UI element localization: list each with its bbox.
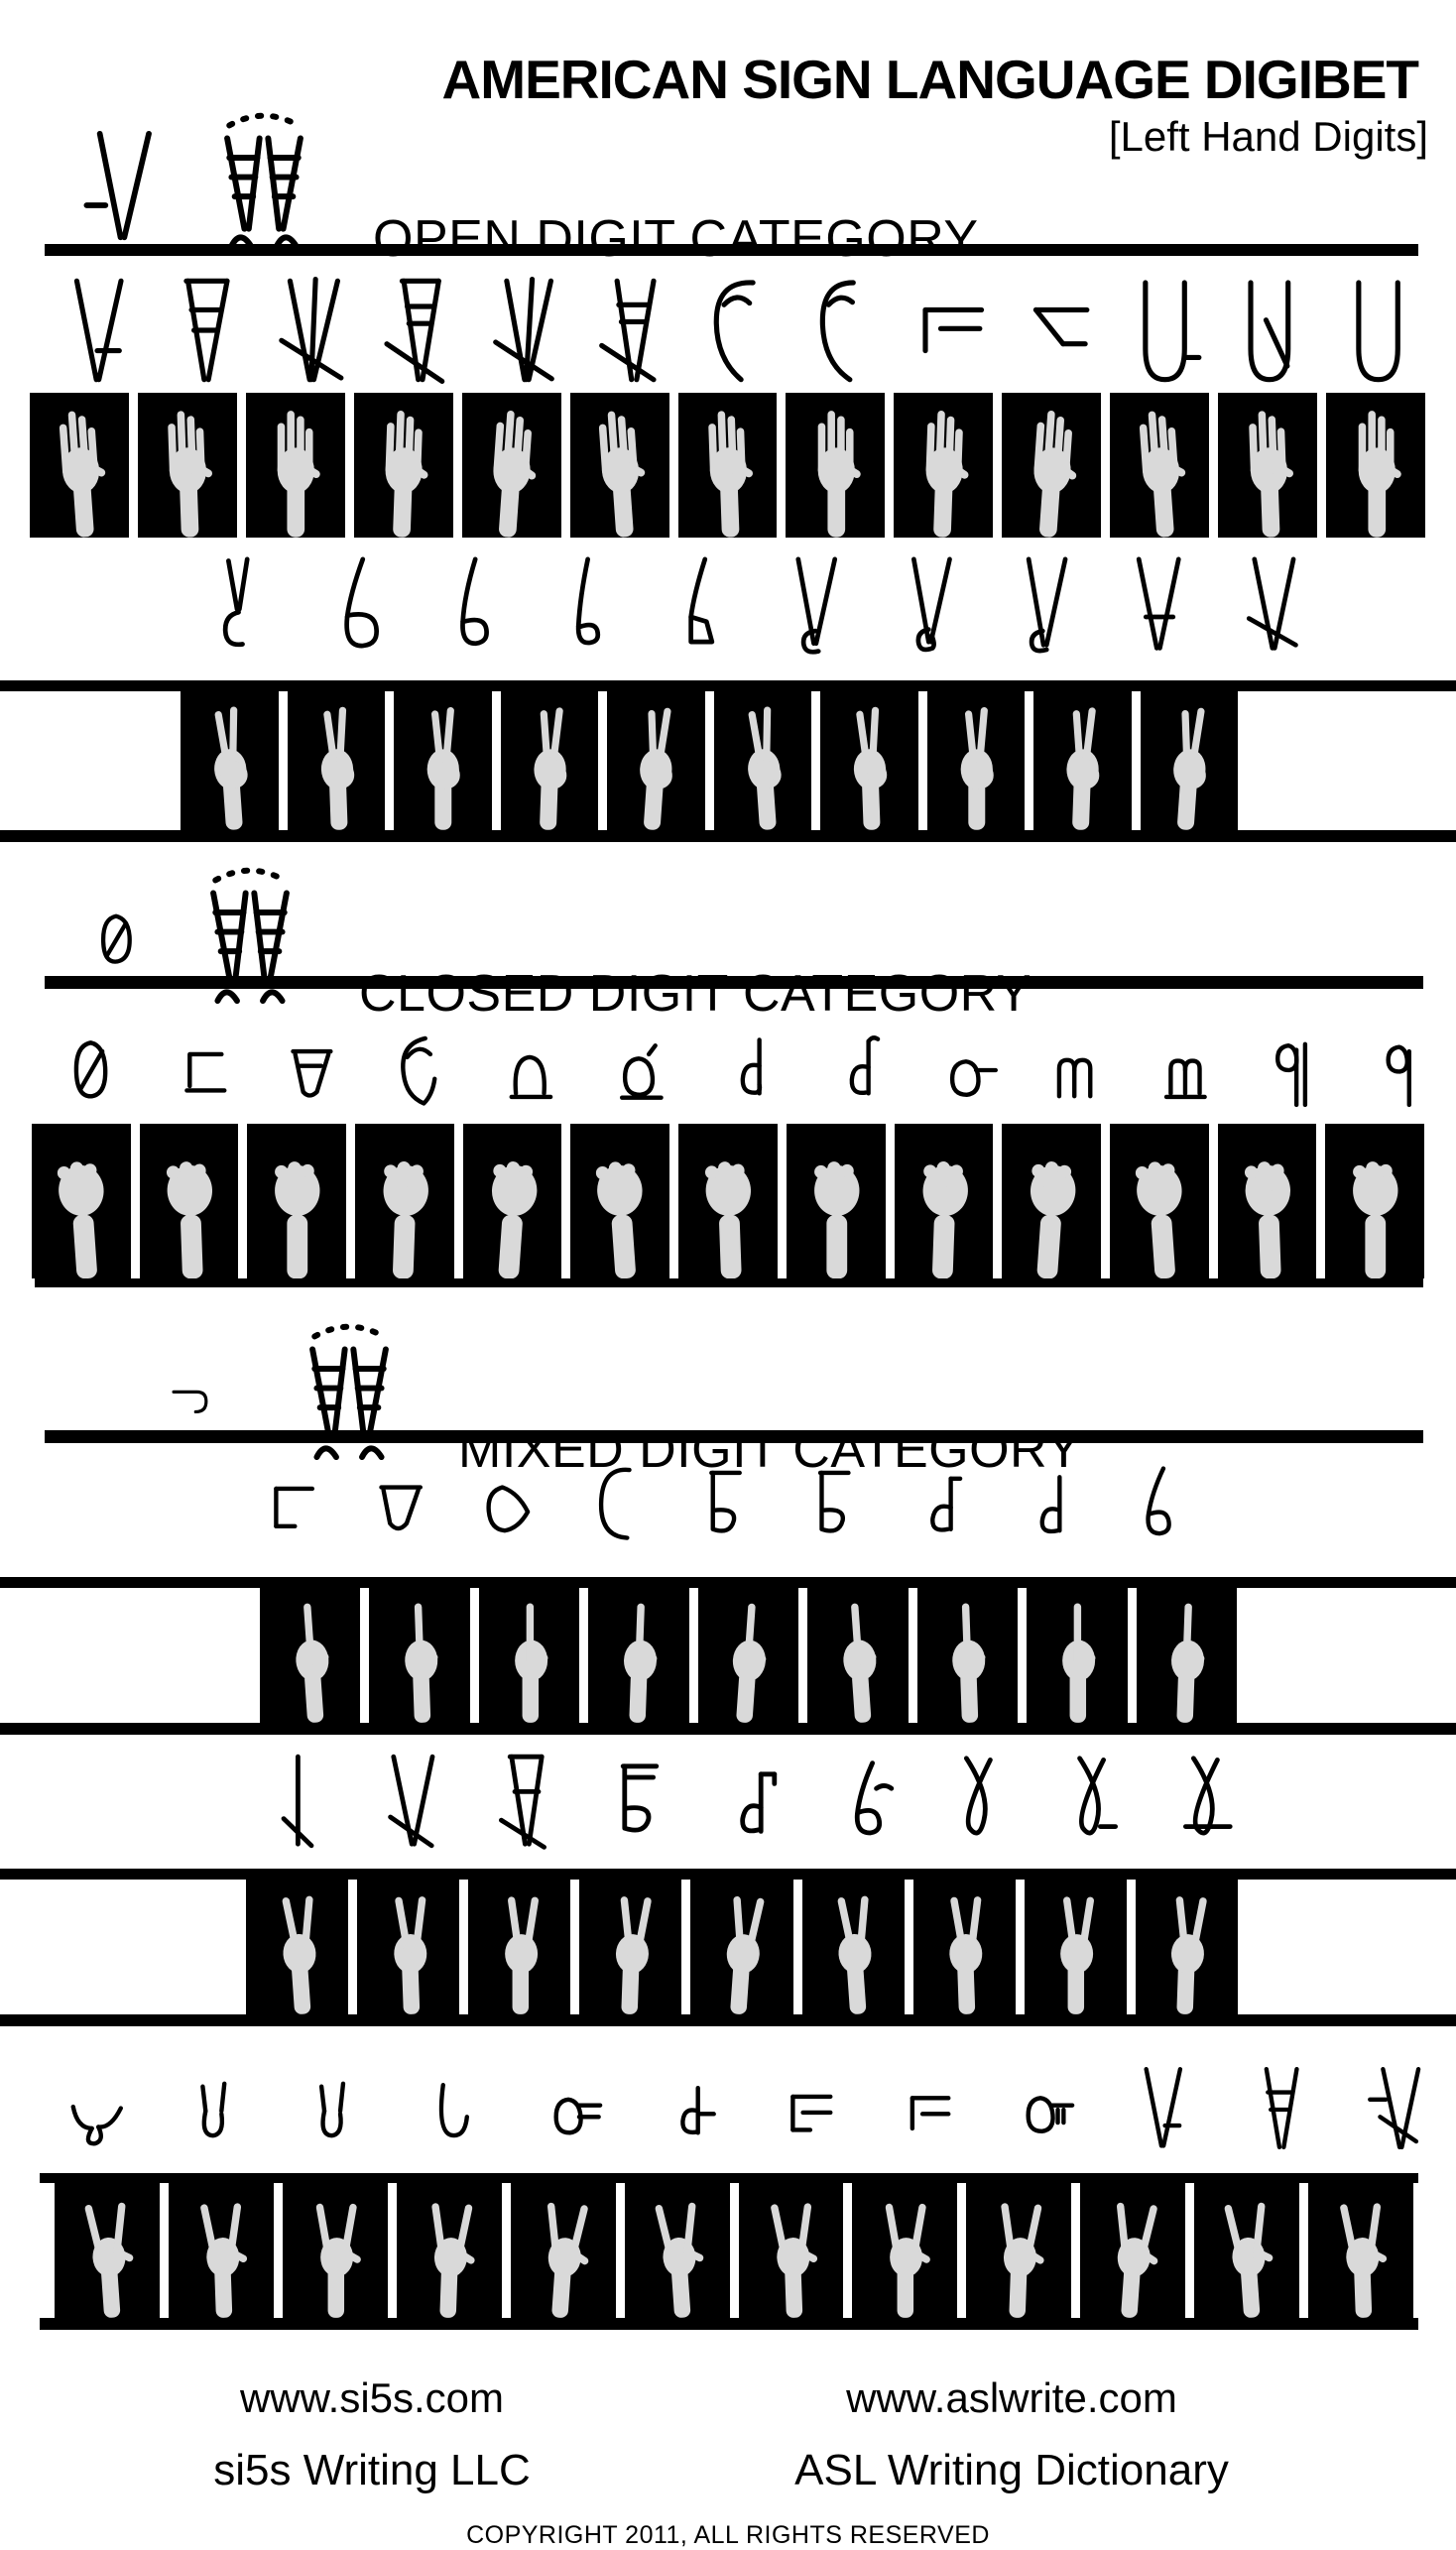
footer-right-name: ASL Writing Dictionary [794,2446,1229,2494]
hand-photo-image [476,397,546,538]
glyph-prong-loop-2 [298,2059,370,2160]
hand-photo [698,1588,798,1723]
glyph-theta-loop-crossed [1163,1746,1243,1857]
glyph-d-plain [1010,1454,1082,1555]
glyph-sigma-equals [534,2059,606,2160]
hand-photo [247,1124,346,1278]
hand-photo-image [690,1129,766,1278]
glyph-f-taper-plain [1242,2059,1314,2160]
hand-photo-image [598,1883,664,2014]
hand-photo [1136,1880,1238,2014]
glyph-open-hook [416,2059,488,2160]
glyph-v-loop-2 [1003,551,1081,661]
hand-photo-image [798,1129,874,1278]
hand-photo [511,2183,616,2318]
hand-photo-image [1100,2187,1165,2318]
hand-photo-image [606,1592,671,1723]
hand-photo [690,1880,792,2014]
glyph-six-large-loop [317,551,396,661]
hand-photo [1141,691,1239,830]
footer-right-url: www.aslwrite.com [846,2374,1177,2421]
divider-rule [40,2173,1418,2183]
symbol-row [61,2059,1432,2160]
glyph-v-dash-crossed [1360,2059,1432,2160]
hand-photo-image [1017,397,1087,538]
hand-photo-image [759,2187,824,2318]
hand-photo-image [872,2187,937,2318]
glyph-alpha-ascender [902,1454,974,1555]
hand-photo-image [909,397,979,538]
hand-photo-image [1122,1129,1197,1278]
hand-photo-image [729,695,796,830]
glyph-teardrop-arc [382,1020,454,1121]
hand-photo [357,1880,459,2014]
hand-photo-image [368,397,438,538]
glyph-v-c [775,551,853,661]
hand-photo [283,2183,388,2318]
hand-photo [1080,2183,1185,2318]
glyph-curved-hook-arc [693,271,779,390]
hand-photo [895,1124,994,1278]
hand-photo [787,1124,886,1278]
glyph-f-taper-crossed-2 [587,271,672,390]
hand-photo [1325,1124,1424,1278]
divider-rule [0,1723,1456,1735]
hand-photo [570,393,669,538]
hand-photo-image [44,1129,119,1278]
glyph-f-taper [161,271,246,390]
glyph-smile-loop [61,2059,134,2160]
hand-photo-image [475,1129,550,1278]
hand-photo [468,1880,570,2014]
hand-photo [246,1880,348,2014]
hand-photo [1218,393,1317,538]
hand-photo [1326,393,1425,538]
divider-rule [0,1577,1456,1588]
hand-photo-image [1153,1592,1219,1723]
hand-photo [852,2183,957,2318]
hand-photo [913,1880,1016,2014]
hand-photo [1137,1588,1237,1723]
hand-photo [1218,1124,1317,1278]
hand-photo-image [195,695,263,830]
footer-left-url: www.si5s.com [239,2374,505,2421]
hand-photo [927,691,1026,830]
hand-photo [802,1880,905,2014]
poster-subtitle: [Left Hand Digits] [1108,113,1428,160]
hand-photo-image [531,2187,596,2318]
glyph-ring-flat-tick [601,1020,673,1121]
hand-photo-image [942,695,1010,830]
glyph-v-crossed [1231,551,1309,661]
hand-photo-image [622,695,689,830]
glyph-leaf-right [469,1454,542,1555]
glyph-six-mid-loop [431,551,510,661]
hand-photo [807,1588,908,1723]
hand-photo [966,2183,1071,2318]
glyph-m-arch-underline [1148,1020,1220,1121]
hand-photo-image [497,1592,562,1723]
symbol-row [55,271,1418,390]
category-heading: OPEN DIGIT CATEGORY [373,210,979,268]
glyph-w-crossed [268,271,353,390]
hand-photo [588,1588,688,1723]
glyph-v-bar [1117,551,1195,661]
hand-photo [714,691,812,830]
hand-photo-image [1042,1883,1108,2014]
hand-photo-image [1233,397,1303,538]
glyph-six [1118,1454,1190,1555]
glyph-w-crossed-2 [481,271,566,390]
hand-photo-image [715,1592,781,1723]
hand-photo [625,2183,730,2318]
hand-photo-image [692,397,763,538]
divider-rule [0,830,1456,842]
glyph-open-bracket [253,1454,325,1555]
glyph-v-thumb-bar [55,271,140,390]
glyph-six-tick [823,1746,903,1857]
glyph-sigma-double-tick [1006,2059,1078,2160]
hand-photo-image [367,1129,442,1278]
divider-rule [35,1278,1423,1287]
hand-photo [394,691,492,830]
hand-photo [678,393,778,538]
copyright-line: COPYRIGHT 2011, ALL RIGHTS RESERVED [466,2521,990,2549]
hand-photo [1110,1124,1209,1278]
divider-rule [40,2318,1418,2330]
glyph-alpha-flag [710,1746,789,1857]
hand-photo-image [907,1129,982,1278]
glyph-closed-digits-icon [77,891,155,990]
poster-title: AMERICAN SIGN LANGUAGE DIGIBET [441,49,1418,110]
hand-photo [140,1124,239,1278]
photo-strip [181,691,1238,830]
hand-photo [501,691,599,830]
hand-photo-image [303,695,370,830]
hand-photo-image [709,1883,775,2014]
photo-strip [55,2183,1413,2318]
glyph-theta-loop-dash [1050,1746,1130,1857]
hand-photo-image [1214,2187,1279,2318]
hand-photo-image [1048,695,1116,830]
hand-photo [786,393,885,538]
glyph-theta-loop [936,1746,1016,1857]
glyph-two-hands-icon [188,94,339,271]
hand-photo-image [516,695,583,830]
hand-photo-image [1125,397,1195,538]
hand-photo [479,1588,579,1723]
hand-photo-image [825,1592,891,1723]
glyph-sigma-bar [928,1020,1001,1121]
hand-photo-image [645,2187,710,2318]
hand-photo [354,393,453,538]
glyph-six-small-loop [546,551,624,661]
glyph-d-dash [652,2059,724,2160]
glyph-f-taper-crossed [374,271,459,390]
hand-photo [1002,1124,1101,1278]
photo-strip [246,1880,1238,2014]
hand-photo [32,1124,131,1278]
hand-photo-image [1341,397,1411,538]
glyph-big-c [577,1454,650,1555]
category-header-open [74,94,979,271]
hand-photo-image [260,397,330,538]
hand-photo [1002,393,1101,538]
symbol-row [253,1454,1190,1555]
hand-photo [246,393,345,538]
glyph-open-bracket-flat [164,1020,236,1121]
hand-photo-image [1155,695,1223,830]
glyph-u-plain [1333,271,1418,390]
glyph-v-loop [889,551,967,661]
hand-photo-image [1328,2187,1394,2318]
hand-photo-image [1044,1592,1110,1723]
hand-photo-image [986,2187,1051,2318]
hand-photo [894,393,993,538]
glyph-taper-c [203,551,282,661]
hand-photo-image [820,1883,886,2014]
hand-photo-image [1230,1129,1305,1278]
hand-photo [820,691,918,830]
hand-photo [260,1588,360,1723]
hand-photo [917,1588,1018,1723]
hand-photo [678,1124,778,1278]
hand-photo [462,393,561,538]
hand-photo-image [417,2187,482,2318]
hand-photo-image [487,1883,552,2014]
hand-photo-image [582,1129,658,1278]
hand-photo-image [265,1883,330,2014]
hand-photo-image [45,397,115,538]
glyph-arch-flat [492,1020,564,1121]
glyph-nine-line [1366,1020,1438,1121]
category-heading: MIXED DIGIT CATEGORY [458,1421,1082,1479]
symbol-row [55,1020,1438,1121]
hand-photo [1033,691,1132,830]
hand-photo-image [303,2187,368,2318]
hand-photo-image [584,397,655,538]
hand-photo-image [1014,1129,1089,1278]
hand-photo [1194,2183,1299,2318]
hand-photo-image [1153,1883,1219,2014]
hand-photo [288,691,386,830]
hand-photo-image [376,1883,441,2014]
hand-photo-image [152,1129,227,1278]
glyph-bracket-equals [770,2059,842,2160]
glyph-be-flat [685,1454,758,1555]
photo-strip [30,393,1425,538]
glyph-bent-double-bar [907,271,992,390]
divider-rule [0,1869,1456,1880]
hand-photo [1027,1588,1127,1723]
hand-photo [369,1588,469,1723]
hand-photo-image [74,2187,140,2318]
hand-photo-image [387,1592,452,1723]
photo-strip [260,1588,1237,1723]
glyph-prong-loop [180,2059,252,2160]
symbol-row [203,551,1309,661]
hand-photo [1308,2183,1413,2318]
glyph-v-crossed-2 [369,1746,448,1857]
hand-photo [397,2183,502,2318]
hand-photo [1025,1880,1127,2014]
hand-photo [30,393,129,538]
hand-photo-image [800,397,871,538]
glyph-two-hands-icon [175,849,325,1026]
hand-photo [607,691,705,830]
symbol-row [256,1746,1243,1857]
glyph-nine-double-line [1257,1020,1329,1121]
glyph-curved-hook-arc-2 [800,271,886,390]
glyph-mixed-digits-icon [127,1367,254,1440]
hand-photo [138,393,237,538]
hand-photo-image [152,397,222,538]
glyph-cup [361,1454,433,1555]
hand-photo [463,1124,562,1278]
hand-photo [55,2183,160,2318]
hand-photo-image [188,2187,254,2318]
glyph-d-tall [710,1020,783,1121]
hand-photo [570,1124,669,1278]
hand-photo [739,2183,844,2318]
glyph-stroke-crossed [256,1746,335,1857]
divider-rule [0,2014,1456,2026]
glyph-slashed-oval [55,1020,127,1121]
hand-photo [169,2183,274,2318]
glyph-f-taper-crossed-3 [483,1746,562,1857]
hand-photo-image [931,1883,997,2014]
glyph-bent-arrow [1014,271,1099,390]
glyph-six-flat-loop [660,551,738,661]
category-header-closed [77,849,1031,1026]
divider-rule [0,680,1456,691]
glyph-m-arch [1037,1020,1110,1121]
glyph-corner-equals [888,2059,960,2160]
hand-photo [579,1880,681,2014]
hand-photo-image [278,1592,343,1723]
glyph-cup-bar [273,1020,345,1121]
hand-photo [1110,393,1209,538]
glyph-be-flat-2 [793,1454,866,1555]
glyph-v-dash [1124,2059,1196,2160]
category-heading: CLOSED DIGIT CATEGORY [359,965,1031,1023]
hand-photo-image [934,1592,1000,1723]
glyph-u-diagonal [1226,271,1311,390]
footer-left-name: si5s Writing LLC [213,2446,531,2494]
hand-photo-image [835,695,903,830]
glyph-be-double-bar [596,1746,675,1857]
hand-photo-image [1337,1129,1412,1278]
glyph-open-digits-icon [74,102,169,271]
glyph-d-tall-hook [819,1020,892,1121]
hand-photo [355,1124,454,1278]
hand-photo-image [409,695,476,830]
glyph-u-dash [1120,271,1205,390]
hand-photo [181,691,279,830]
hand-photo-image [259,1129,334,1278]
photo-strip [32,1124,1424,1278]
